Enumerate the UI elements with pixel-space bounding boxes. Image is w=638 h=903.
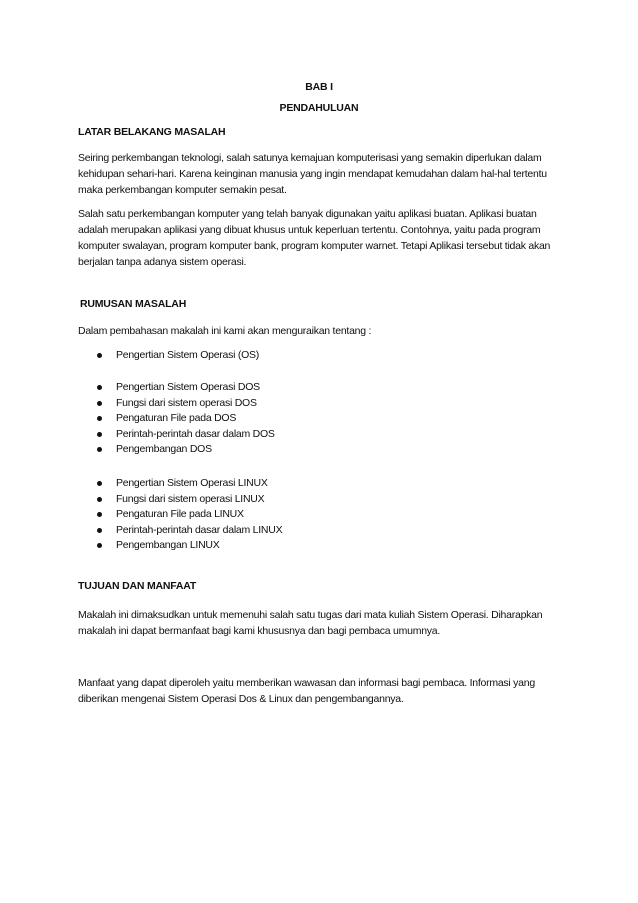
bullet-icon	[97, 512, 102, 517]
bullet-icon	[97, 416, 102, 421]
paragraph-latar-1: Seiring perkembangan teknologi, salah satunya kemajuan komputerisasi yang semakin diperlukan dalam kehidupan sehari-hari. Karena keinginan manusia yang ingin mendapat kemudahan dalam hal-hal tertentu maka perkembangan komputer semakin pesat.	[78, 152, 547, 196]
list-item: Pengaturan File pada DOS	[0, 411, 275, 427]
bullet-list-dos	[0, 380, 275, 458]
list-item: Perintah-perintah dasar dalam LINUX	[0, 523, 282, 539]
list-item: Pengertian Sistem Operasi (OS)	[0, 348, 259, 364]
bullet-icon	[97, 543, 102, 548]
chapter-subtitle: PENDAHULUAN	[279, 102, 359, 114]
list-item: Pengaturan File pada LINUX	[0, 507, 282, 523]
bullet-icon	[97, 353, 102, 358]
bullet-icon	[97, 528, 102, 533]
bullet-icon	[97, 432, 102, 437]
list-item: Fungsi dari sistem operasi DOS	[0, 396, 275, 412]
paragraph-latar-2: Salah satu perkembangan komputer yang telah banyak digunakan yaitu aplikasi buatan. Aplikasi buatan adalah merupakan aplikasi yang dibuat khusus untuk keperluan tertentu. Contohnya, yaitu pada program komputer swalayan, program komputer bank, program komputer warnet. Tetapi Aplikasi tersebut tidak akan berjalan tanpa adanya sistem operasi.	[78, 208, 551, 268]
section-heading-tujuan: TUJUAN DAN MANFAAT	[78, 580, 197, 592]
bullet-icon	[97, 497, 102, 502]
bullet-icon	[97, 385, 102, 390]
bullet-list-linux	[0, 476, 282, 554]
section-heading-latar: LATAR BELAKANG MASALAH	[78, 126, 226, 138]
list-item: Pengembangan LINUX	[0, 538, 282, 554]
section-heading-rumusan: RUMUSAN MASALAH	[80, 298, 187, 310]
bullet-list-os	[0, 348, 259, 364]
paragraph-tujuan-2: Manfaat yang dapat diperoleh yaitu memberikan wawasan dan informasi bagi pembaca. Informasi yang diberikan mengenai Sistem Operasi Dos & Linux dan pengembangannya.	[78, 677, 535, 705]
bullet-icon	[97, 481, 102, 486]
list-item: Perintah-perintah dasar dalam DOS	[0, 427, 275, 443]
list-item: Fungsi dari sistem operasi LINUX	[0, 492, 282, 508]
chapter-title: BAB I	[305, 81, 333, 93]
list-item: Pengertian Sistem Operasi DOS	[0, 380, 275, 396]
paragraph-rumusan-intro: Dalam pembahasan makalah ini kami akan menguraikan tentang :	[78, 325, 372, 337]
bullet-icon	[97, 447, 102, 452]
bullet-icon	[97, 401, 102, 406]
list-item: Pengertian Sistem Operasi LINUX	[0, 476, 282, 492]
paragraph-tujuan-1: Makalah ini dimaksudkan untuk memenuhi salah satu tugas dari mata kuliah Sistem Operasi. Diharapkan makalah ini dapat bermanfaat bagi kami khususnya dan bagi pembaca umumnya.	[78, 609, 543, 637]
list-item: Pengembangan DOS	[0, 442, 275, 458]
